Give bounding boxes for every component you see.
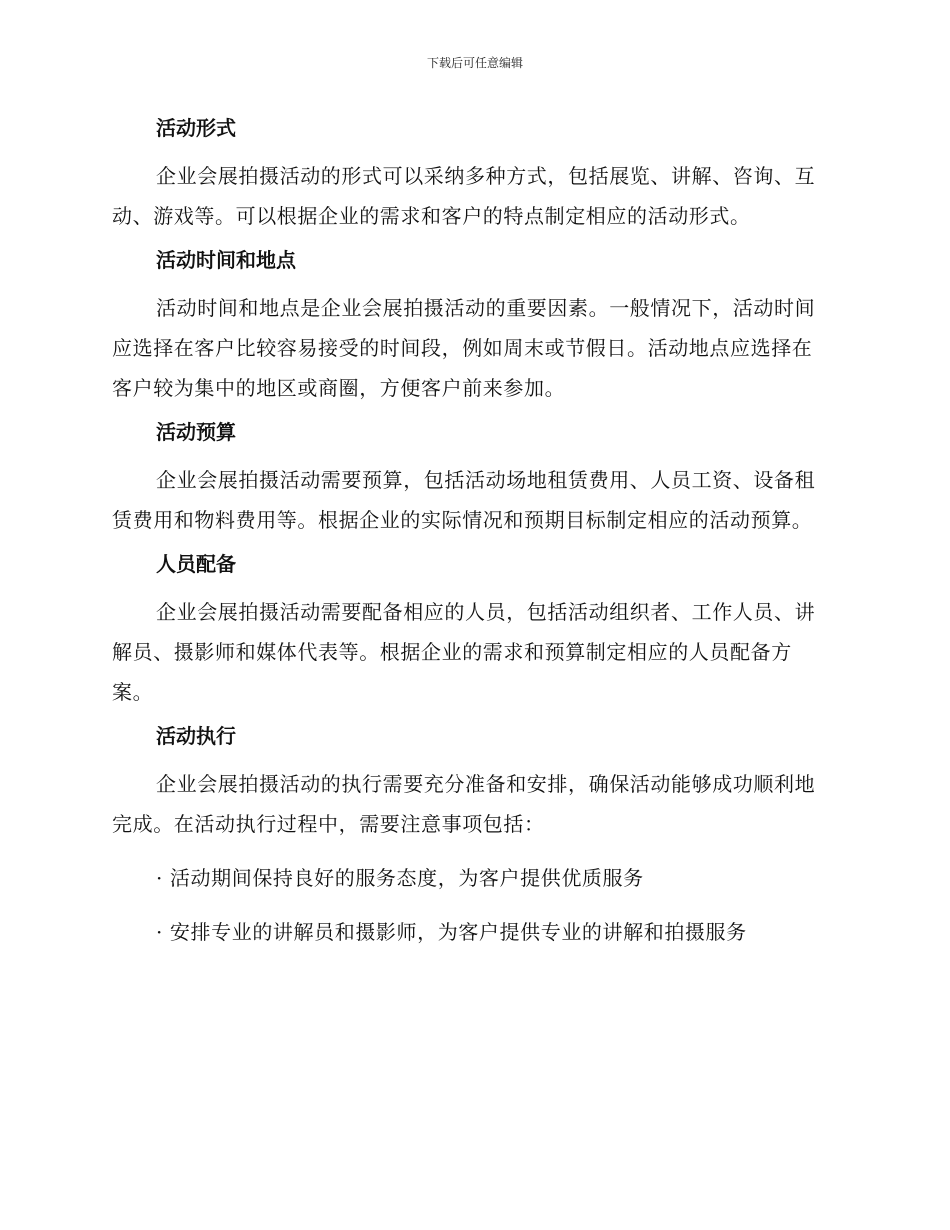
section-heading-staffing: 人员配备 [156, 552, 236, 576]
section-heading-time-place: 活动时间和地点 [156, 248, 296, 272]
page-header: 下载后可任意编辑 [426, 56, 523, 70]
section-heading-execution: 活动执行 [156, 724, 236, 748]
section-paragraph-budget: 企业会展拍摄活动需要预算，包括活动场地租赁费用、人员工资、设备租赁费用和物料费用等。根据企业的实际情况和预期目标制定相应的活动预算。 [112, 468, 816, 532]
section-paragraph-staffing: 企业会展拍摄活动需要配备相应的人员，包括活动组织者、工作人员、讲解员、摄影师和媒体代表等。根据企业的需求和预算制定相应的人员配备方案。 [112, 600, 816, 704]
document-body [112, 112, 832, 952]
section-paragraph-form: 企业会展拍摄活动的形式可以采纳多种方式，包括展览、讲解、咨询、互动、游戏等。可以根据企业的需求和客户的特点制定相应的活动形式。 [112, 164, 816, 228]
bullet-item: · 活动期间保持良好的服务态度，为客户提供优质服务 [156, 866, 644, 890]
bullet-item: · 安排专业的讲解员和摄影师，为客户提供专业的讲解和拍摄服务 [156, 920, 747, 944]
section-paragraph-time-place: 活动时间和地点是企业会展拍摄活动的重要因素。一般情况下，活动时间应选择在客户比较容易接受的时间段，例如周末或节假日。活动地点应选择在客户较为集中的地区或商圈，方便客户前来参加。 [112, 296, 816, 400]
section-heading-budget: 活动预算 [156, 420, 236, 444]
section-heading-form: 活动形式 [156, 116, 236, 140]
section-paragraph-execution: 企业会展拍摄活动的执行需要充分准备和安排，确保活动能够成功顺利地完成。在活动执行过程中，需要注意事项包括： [112, 772, 816, 836]
